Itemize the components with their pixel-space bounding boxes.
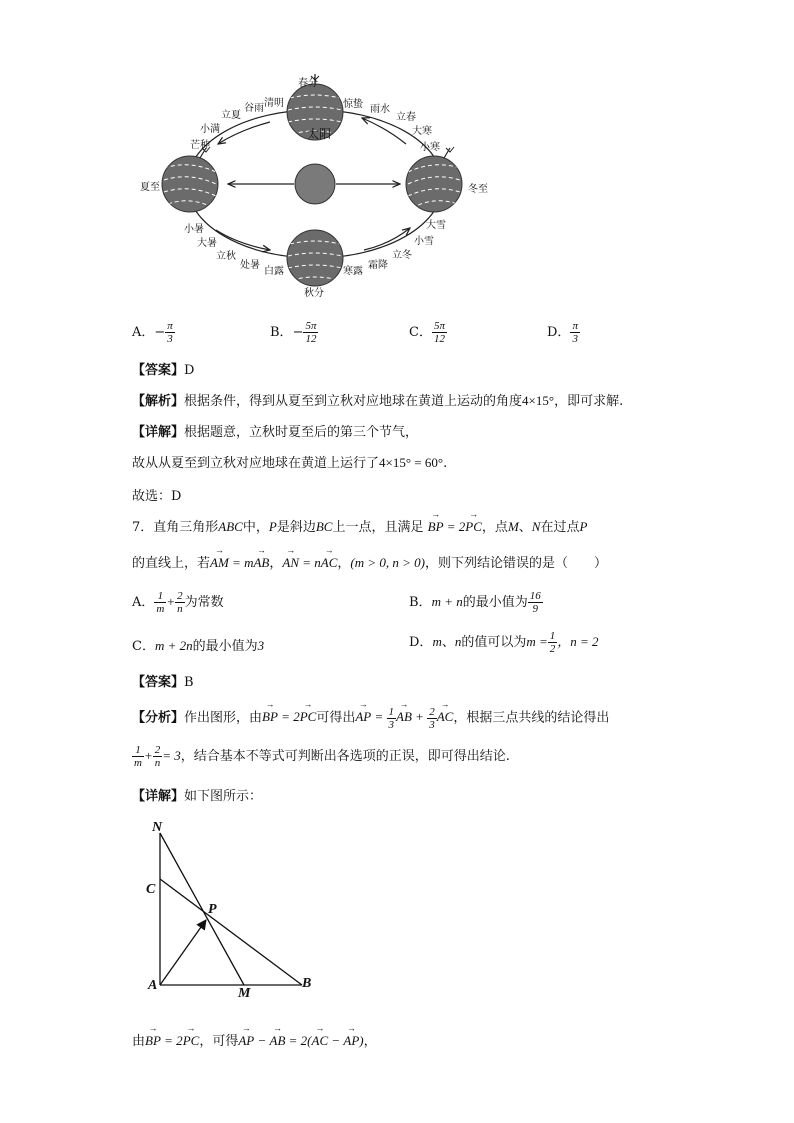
- q7-option-a: A． $\frac{1}{m}$ + $\frac{2}{n}$ 为常数: [132, 590, 224, 615]
- text: ，根据三点共线的结论得出: [453, 710, 610, 726]
- option-den: 3: [167, 333, 173, 345]
- option-sign: −: [154, 325, 166, 340]
- q6-detail-line2: [132, 452, 447, 471]
- q6-answer: [132, 359, 194, 378]
- term-jingzhe: 惊蛰: [343, 99, 363, 110]
- term-lixia: 立夏: [221, 110, 241, 121]
- term-chushu: 处暑: [240, 260, 260, 271]
- term-qiufen: 秋分: [304, 288, 324, 299]
- option-text: 的最小值为: [192, 639, 258, 654]
- point-n: N: [531, 519, 541, 534]
- text: ，: [269, 556, 283, 571]
- analysis-tag: 【分析】: [132, 710, 185, 726]
- bp-eq: → BP = 2→ PC: [145, 1033, 199, 1048]
- label-p: P: [208, 902, 217, 917]
- an-eq: → AN = n→ AC: [282, 555, 337, 570]
- option-expr: m + n: [431, 594, 463, 609]
- var-n: n: [454, 634, 462, 649]
- option-expr: m + 2n: [154, 638, 193, 653]
- sun: [295, 164, 335, 204]
- text: ，结合基本不等式可判断出各选项的正误，即可得出结论.: [180, 749, 510, 764]
- q7-detail: [132, 785, 262, 804]
- text: 在过点: [540, 520, 580, 535]
- option-value: 3: [257, 638, 265, 653]
- term-xiazhi: 夏至: [140, 182, 160, 193]
- q6-analysis: [132, 390, 623, 409]
- detail-end: .: [443, 456, 448, 471]
- q7-number: 7．: [132, 520, 154, 535]
- answer-value: D: [184, 363, 195, 378]
- term-bailu: 白露: [264, 266, 284, 277]
- condition: (m > 0, n > 0): [350, 555, 426, 570]
- option-sign: −: [292, 325, 304, 340]
- q7-last-line: [132, 1030, 377, 1049]
- answer-tag: 【答案】: [132, 363, 185, 378]
- term-xiaoshu: 小暑: [184, 224, 204, 235]
- text: 中，: [242, 520, 269, 535]
- label-a: A: [148, 978, 158, 993]
- term-lidong: 立冬: [392, 250, 412, 261]
- bp-eq: → BP = 2→ PC: [262, 709, 316, 724]
- vector-eq: → AP − → AB = 2(→ AC − → AP): [238, 1033, 363, 1048]
- detail-expr: 4×15° = 60°: [379, 455, 444, 470]
- text: 作出图形，由: [184, 710, 263, 726]
- am-eq: → AM = m→ AB: [210, 555, 269, 570]
- q6-detail: [132, 421, 418, 440]
- term-dahan: 大寒: [412, 126, 432, 137]
- q7-stem-line1: [132, 516, 587, 535]
- earth-summer-solstice: [162, 147, 218, 212]
- option-text: 的值可以为: [461, 635, 527, 650]
- ap-eq: → AP = $\frac{1}{3}$ → AB + $\frac{2}{3}$ → AC: [355, 709, 453, 724]
- text: 由: [132, 1034, 146, 1049]
- option-letter: A．: [132, 325, 155, 340]
- option-n2: ，n = 2: [557, 634, 599, 649]
- term-liqiu: 立秋: [216, 251, 236, 262]
- q7-option-d: [409, 630, 599, 655]
- text: ，: [337, 556, 351, 571]
- text: 可得出: [316, 710, 356, 726]
- term-daxue: 大雪: [426, 220, 446, 231]
- option-num: π: [167, 320, 173, 332]
- q7-option-c: [132, 635, 264, 654]
- q6-option-d: [547, 320, 580, 345]
- option-letter: D．: [547, 325, 571, 340]
- option-num: π: [572, 320, 578, 332]
- text: 是斜边: [276, 520, 316, 535]
- eq-three: = 3: [162, 748, 181, 763]
- detail-tag: 【详解】: [132, 789, 185, 804]
- point-m: M: [507, 519, 519, 534]
- term-qingming: 清明: [264, 98, 284, 109]
- term-chunfen: 春分: [298, 78, 318, 89]
- analysis-text: 根据条件，得到从夏至到立秋对应地球在黄道上运动的角度: [184, 394, 523, 409]
- q6-option-a: [132, 320, 175, 345]
- q7-answer: [132, 671, 194, 690]
- label-b: B: [302, 976, 312, 991]
- point-p: P: [579, 519, 588, 534]
- option-den: 3: [572, 333, 578, 345]
- q6-choose: 故选：D: [132, 489, 182, 504]
- q7-stem-line2: [132, 552, 607, 571]
- term-xiaoxue: 小雪: [414, 236, 434, 247]
- detail-text: 如下图所示：: [184, 789, 263, 804]
- detail-line2: 故从从夏至到立秋对应地球在黄道上运行了: [132, 456, 380, 471]
- solar-terms-diagram: [120, 60, 500, 310]
- analysis-tag: 【解析】: [132, 394, 185, 409]
- label-m: M: [238, 986, 251, 1001]
- term-xiaoman: 小满: [200, 124, 220, 135]
- term-guyu: 谷雨: [244, 103, 264, 114]
- option-letter: C．: [409, 325, 432, 340]
- condition-bp-2pc: → BP = 2→ PC: [428, 519, 482, 534]
- text: ，则下列结论错误的是（ ）: [425, 556, 608, 571]
- analysis-end: ，即可求解.: [554, 394, 624, 409]
- triangle-name: ABC: [218, 519, 243, 534]
- q7-analysis-line2: $\frac{1}{m}$ + $\frac{2}{n}$ = 3，结合基本不等式可判断出各选项的正误，即可得出结论.: [134, 744, 510, 769]
- q6-option-b: [270, 320, 318, 345]
- term-dashu: 大暑: [197, 238, 217, 249]
- answer-value: B: [184, 675, 194, 690]
- option-den: 9: [532, 603, 538, 615]
- option-eq: m =: [526, 634, 548, 649]
- text: ，: [363, 1034, 377, 1049]
- analysis-expr: 4×15°: [522, 393, 555, 408]
- option-letter: D．: [409, 635, 433, 650]
- sep: 、: [441, 635, 455, 650]
- earth-autumn-equinox: [287, 230, 343, 286]
- earth-winter-solstice: [406, 147, 462, 212]
- option-num: 5π: [305, 320, 317, 332]
- term-hanlu: 寒露: [343, 266, 363, 277]
- text: 的直线上，若: [132, 556, 211, 571]
- label-c: C: [146, 882, 156, 897]
- q7-option-b: [409, 590, 543, 615]
- label-n: N: [152, 820, 163, 835]
- detail-line1: 根据题意，立秋时夏至后的第三个节气，: [184, 425, 419, 440]
- option-num: 1: [549, 630, 556, 642]
- term-shuangjiang: 霜降: [368, 260, 388, 271]
- term-lichun: 立春: [396, 112, 416, 123]
- option-letter: B．: [270, 325, 293, 340]
- option-den: 12: [433, 333, 445, 345]
- text: 直角三角形: [153, 520, 219, 535]
- term-mangzhong: 芒种: [190, 140, 210, 151]
- option-letter: B．: [409, 595, 432, 610]
- option-letter: A．: [132, 595, 155, 610]
- q7-analysis-line1: [132, 706, 609, 731]
- text: ，点: [481, 520, 508, 535]
- term-yushui: 雨水: [370, 104, 390, 115]
- option-num: 16: [529, 590, 541, 602]
- option-den: 2: [549, 643, 556, 655]
- var-m: m: [432, 634, 442, 649]
- text: 、: [518, 520, 532, 535]
- option-text: 为常数: [184, 595, 224, 610]
- orbit-arrow-top-left: [218, 122, 270, 144]
- option-num: 5π: [433, 320, 445, 332]
- term-xiaohan: 小寒: [420, 142, 440, 153]
- sun-label: 太阳: [307, 127, 332, 141]
- text: ，可得: [199, 1034, 239, 1049]
- option-text: 的最小值为: [462, 595, 528, 610]
- q6-option-c: [409, 320, 447, 345]
- answer-tag: 【答案】: [132, 675, 185, 690]
- side-bc: BC: [315, 519, 333, 534]
- point-p: P: [268, 519, 277, 534]
- detail-tag: 【详解】: [132, 425, 185, 440]
- term-dongzhi: 冬至: [468, 184, 488, 195]
- text: 上一点，且满足: [332, 520, 424, 535]
- option-den: 12: [305, 333, 317, 345]
- option-letter: C．: [132, 639, 155, 654]
